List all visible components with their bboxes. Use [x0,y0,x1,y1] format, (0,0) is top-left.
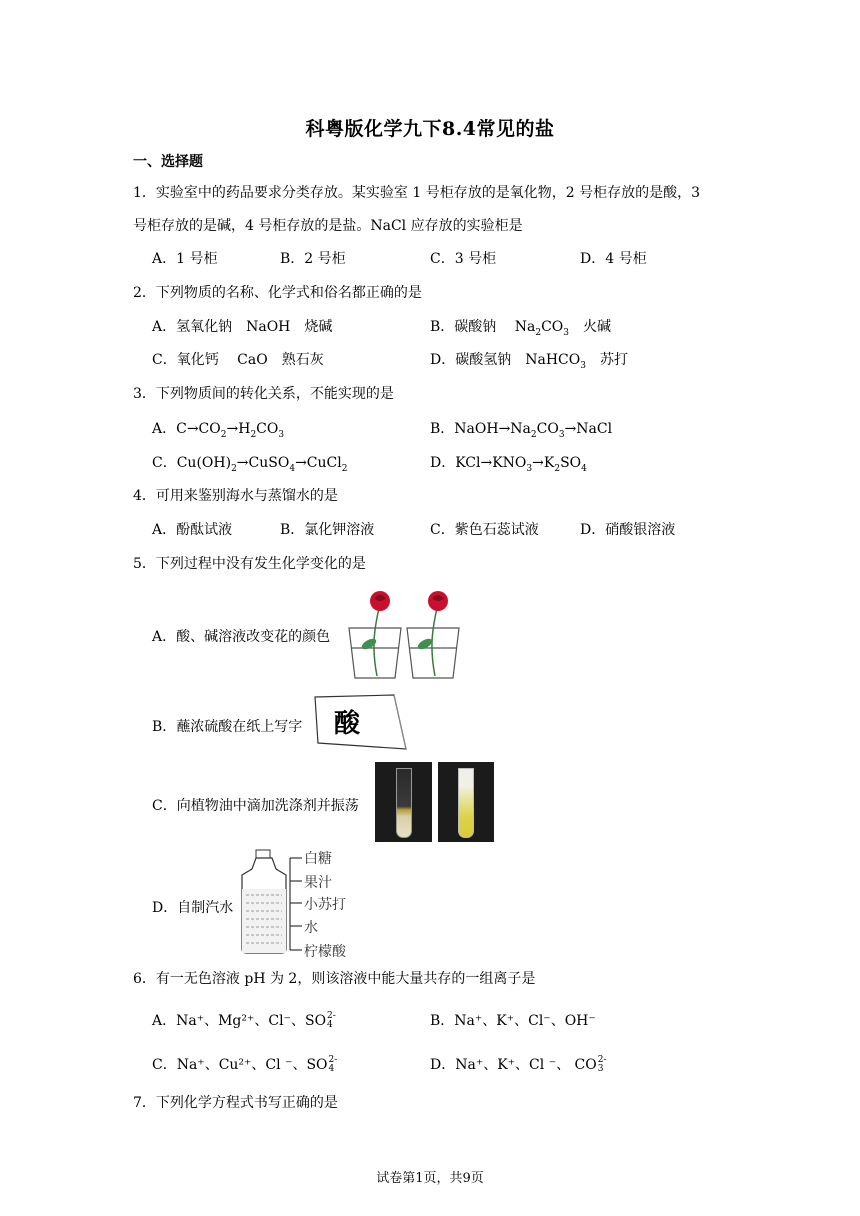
q3-option-d: D．$KCl\to KNO_3\to K_2SO_4$ [430,455,587,474]
q2-option-c: C．氧化钙 CaO 熟石灰 [152,352,324,368]
q2-option-b: B．碳酸钠 $Na_2CO_3$ 火碱 [430,319,612,338]
q6-option-d: D．Na⁺、K⁺、Cl ⁻、 CO 2- 3 [430,1055,607,1074]
q4-option-c: C．紫色石蕊试液 [430,522,539,538]
page-title: 科粤版化学九下8.4常见的盐 [305,118,555,140]
question-6-stem: 6．有一无色溶液 pH 为 2，则该溶液中能大量共存的一组离子是 [133,971,536,987]
q4-option-a: A．酚酞试液 [152,522,233,538]
question-1-line-2: 号柜存放的是碱，4 号柜存放的是盐。NaCl 应存放的实验柜是 [133,218,523,234]
q5-option-d: D．自制汽水 [152,900,234,916]
q5-option-c: C．向植物油中滴加洗涤剂并振荡 [152,798,359,814]
question-7-stem: 7．下列化学方程式书写正确的是 [133,1095,338,1111]
soda-bottle-image [238,849,290,955]
leaf-icon [360,637,378,652]
q1-option-a: A．1 号柜 [152,251,218,267]
q6-option-b: B．Na⁺、K⁺、Cl⁻、OH⁻ [430,1013,596,1029]
q6-option-a: A．Na⁺、Mg²⁺、Cl⁻、SO 2- 4 [152,1011,336,1030]
question-4-stem: 4．可用来鉴别海水与蒸馏水的是 [133,488,338,504]
q6-option-c: C．Na⁺、Cu²⁺、Cl ⁻、SO 2- 4 [152,1055,338,1074]
question-2-stem: 2．下列物质的名称、化学式和俗名都正确的是 [133,285,422,301]
section-heading: 一、选择题 [133,154,203,170]
bottle-label-bracket [286,852,306,956]
question-3-stem: 3．下列物质间的转化关系，不能实现的是 [133,386,394,402]
q2-option-d: D．碳酸氢钠 NaHCO$_3$ 苏打 [430,352,628,371]
page-footer: 试卷第1页，共9页 [376,1171,484,1186]
label-juice: 果汁 [304,875,332,891]
q4-option-d: D．硝酸银溶液 [580,522,676,538]
paper-character: 酸 [334,709,361,739]
question-5-stem: 5．下列过程中没有发生化学变化的是 [133,556,366,572]
label-water: 水 [304,920,318,936]
test-tube-photo-2 [438,762,494,842]
q3-option-b: B．$NaOH\to Na_2CO_3\to NaCl$ [430,421,613,440]
flower-cups-image [345,586,463,682]
q5-option-a: A．酸、碱溶液改变花的颜色 [152,629,331,645]
q1-option-c: C．3 号柜 [430,251,497,267]
label-citric-acid: 柠檬酸 [304,944,346,960]
test-tube-photo-1 [375,762,432,842]
label-sugar: 白糖 [304,851,332,867]
q1-option-b: B．2 号柜 [280,251,346,267]
q2-option-a: A．氢氧化钠 NaOH 烧碱 [152,319,333,335]
q4-option-b: B．氯化钾溶液 [280,522,375,538]
q1-option-d: D．4 号柜 [580,251,647,267]
question-1-line-1: 1．实验室中的药品要求分类存放。某实验室 1 号柜存放的是氧化物，2 号柜存放的是酸，3 [133,185,700,201]
q5-option-b: B．蘸浓硫酸在纸上写字 [152,719,303,735]
q3-option-c: C．$Cu(OH)_2\to CuSO_4\to CuCl_2$ [152,455,348,474]
q3-option-a: A．$C\to CO_2\to H_2CO_3$ [152,421,285,440]
label-baking-soda: 小苏打 [304,897,346,913]
